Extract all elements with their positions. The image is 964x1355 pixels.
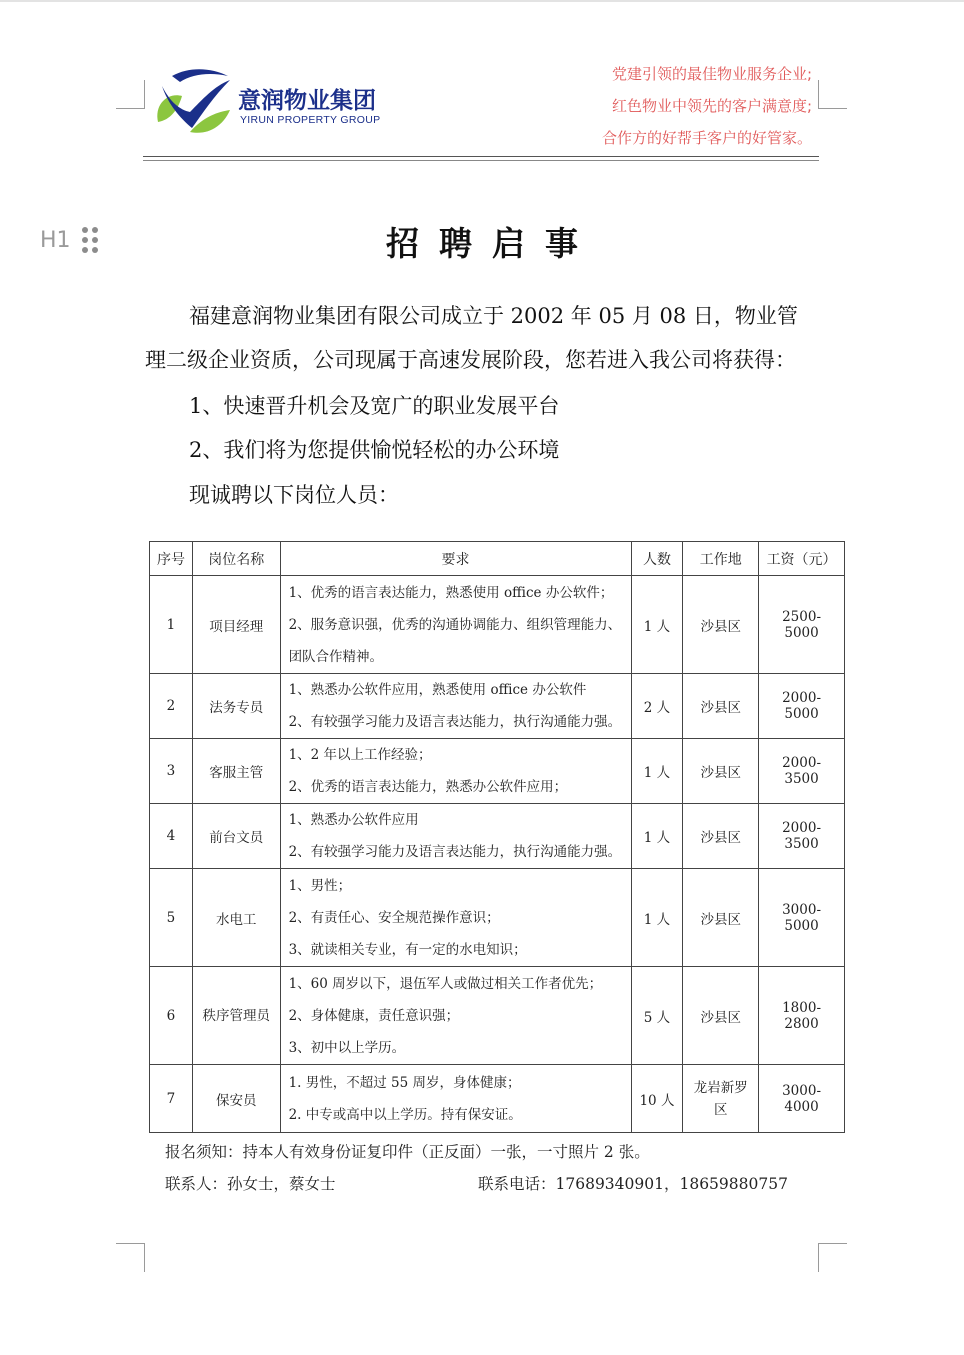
row-no: 4 bbox=[150, 804, 193, 869]
header-divider-secondary bbox=[143, 160, 819, 161]
row-no: 3 bbox=[150, 739, 193, 804]
table-row bbox=[150, 967, 845, 1065]
requirement-line: 2、有责任心、安全规范操作意识； bbox=[288, 909, 500, 926]
row-position: 项目经理 bbox=[192, 576, 280, 674]
row-count: 1 人 bbox=[631, 869, 683, 967]
intro-line-2: 理二级企业资质，公司现属于高速发展阶段，您若进入我公司将获得： bbox=[145, 348, 796, 372]
row-count: 1 人 bbox=[631, 576, 683, 674]
crop-mark-top-right bbox=[818, 80, 847, 109]
row-no: 1 bbox=[150, 576, 193, 674]
table-row bbox=[150, 576, 845, 674]
benefit-point-2: 2、我们将为您提供愉悦轻松的办公环境 bbox=[189, 438, 560, 462]
row-location: 沙县区 bbox=[683, 869, 759, 967]
requirement-line: 1、2 年以上工作经验； bbox=[288, 747, 432, 763]
company-logo bbox=[150, 66, 390, 144]
benefit-point-1: 1、快速晋升机会及宽广的职业发展平台 bbox=[189, 394, 560, 418]
row-no: 5 bbox=[150, 869, 193, 967]
slogan-line: 红色物业中领先的客户满意度; bbox=[611, 97, 812, 115]
requirement-line: 2、服务意识强，优秀的沟通协调能力、组织管理能力、 bbox=[288, 616, 622, 633]
row-count: 1 人 bbox=[631, 804, 683, 869]
row-count: 2 人 bbox=[631, 674, 683, 739]
header-divider bbox=[143, 156, 819, 157]
row-position: 保安员 bbox=[192, 1065, 280, 1133]
logo-english-name: YIRUN PROPERTY GROUP bbox=[240, 114, 381, 126]
row-salary: 2000-3500 bbox=[759, 739, 845, 804]
requirement-line: 3、就读相关专业，有一定的水电知识； bbox=[288, 941, 527, 958]
slogan-line: 党建引领的最佳物业服务企业; bbox=[611, 65, 812, 83]
row-location: 龙岩新罗区 bbox=[683, 1065, 759, 1133]
contact-phones: 联系电话：17689340901，18659880757 bbox=[478, 1175, 788, 1193]
requirement-line: 1. 男性，不超过 55 周岁，身体健康； bbox=[288, 1074, 521, 1091]
table-row bbox=[150, 674, 845, 739]
row-position: 客服主管 bbox=[192, 739, 280, 804]
row-requirements bbox=[280, 739, 631, 804]
table-row bbox=[150, 869, 845, 967]
page-title: 招聘启事 bbox=[386, 224, 598, 263]
row-salary: 1800-2800 bbox=[759, 967, 845, 1065]
row-location: 沙县区 bbox=[683, 739, 759, 804]
row-position: 水电工 bbox=[192, 869, 280, 967]
crop-mark-top-left bbox=[116, 80, 145, 109]
header-no: 序号 bbox=[150, 542, 193, 576]
row-count: 1 人 bbox=[631, 739, 683, 804]
row-location: 沙县区 bbox=[683, 967, 759, 1065]
row-salary: 2500-5000 bbox=[759, 576, 845, 674]
application-note: 报名须知：持本人有效身份证复印件（正反面）一张，一寸照片 2 张。 bbox=[165, 1143, 650, 1161]
header-count: 人数 bbox=[631, 542, 683, 576]
row-position: 秩序管理员 bbox=[192, 967, 280, 1065]
row-requirements bbox=[280, 869, 631, 967]
requirement-line: 3、初中以上学历。 bbox=[288, 1039, 406, 1056]
row-salary: 2000-5000 bbox=[759, 674, 845, 739]
row-salary: 3000-4000 bbox=[759, 1065, 845, 1133]
row-requirements bbox=[280, 674, 631, 739]
header-slogans bbox=[602, 58, 812, 154]
table-row bbox=[150, 804, 845, 869]
intro-closing: 现诚聘以下岗位人员： bbox=[189, 483, 399, 507]
header-position: 岗位名称 bbox=[192, 542, 280, 576]
row-location: 沙县区 bbox=[683, 674, 759, 739]
requirement-line: 1、60 周岁以下，退伍军人或做过相关工作者优先； bbox=[288, 975, 603, 992]
contact-persons: 联系人：孙女士，蔡女士 bbox=[165, 1175, 336, 1193]
intro-line-1: 福建意润物业集团有限公司成立于 2002 年 05 月 08 日，物业管 bbox=[189, 304, 798, 328]
row-location: 沙县区 bbox=[683, 804, 759, 869]
job-listings-table bbox=[149, 541, 845, 1133]
requirement-line: 1、熟悉办公软件应用 bbox=[288, 812, 419, 828]
row-salary: 2000-3500 bbox=[759, 804, 845, 869]
requirement-line: 2、有较强学习能力及语言表达能力，执行沟通能力强。 bbox=[288, 844, 622, 860]
table-row bbox=[150, 739, 845, 804]
slogan-line: 合作方的好帮手客户的好管家。 bbox=[601, 129, 812, 147]
header-requirements: 要求 bbox=[280, 542, 631, 576]
heading-level-marker[interactable]: H1 bbox=[40, 228, 71, 253]
row-count: 5 人 bbox=[631, 967, 683, 1065]
row-requirements bbox=[280, 576, 631, 674]
requirement-line: 1、熟悉办公软件应用，熟悉使用 office 办公软件 bbox=[288, 682, 587, 698]
row-location: 沙县区 bbox=[683, 576, 759, 674]
requirement-line: 2. 中专或高中以上学历。持有保安证。 bbox=[288, 1106, 522, 1123]
row-position: 前台文员 bbox=[192, 804, 280, 869]
row-salary: 3000-5000 bbox=[759, 869, 845, 967]
row-requirements bbox=[280, 1065, 631, 1133]
requirement-line: 1、男性； bbox=[288, 877, 352, 894]
requirement-line: 2、身体健康，责任意识强； bbox=[288, 1007, 460, 1024]
row-no: 2 bbox=[150, 674, 193, 739]
top-border bbox=[0, 0, 964, 2]
row-no: 6 bbox=[150, 967, 193, 1065]
header-salary: 工资（元） bbox=[759, 542, 845, 576]
requirement-line: 1、优秀的语言表达能力，熟悉使用 office 办公软件； bbox=[288, 584, 614, 601]
header-location: 工作地 bbox=[683, 542, 759, 576]
table-header-row bbox=[150, 542, 845, 576]
row-count: 10 人 bbox=[631, 1065, 683, 1133]
crop-mark-bottom-right bbox=[818, 1243, 847, 1272]
crop-mark-bottom-left bbox=[116, 1243, 145, 1272]
table-row bbox=[150, 1065, 845, 1133]
row-requirements bbox=[280, 804, 631, 869]
logo-emblem-icon bbox=[150, 66, 236, 144]
row-requirements bbox=[280, 967, 631, 1065]
row-position: 法务专员 bbox=[192, 674, 280, 739]
row-no: 7 bbox=[150, 1065, 193, 1133]
requirement-line: 2、优秀的语言表达能力，熟悉办公软件应用； bbox=[288, 779, 568, 795]
logo-chinese-name: 意润物业集团 bbox=[238, 88, 376, 114]
requirement-line: 2、有较强学习能力及语言表达能力，执行沟通能力强。 bbox=[288, 714, 622, 730]
requirement-line: 团队合作精神。 bbox=[288, 648, 384, 665]
